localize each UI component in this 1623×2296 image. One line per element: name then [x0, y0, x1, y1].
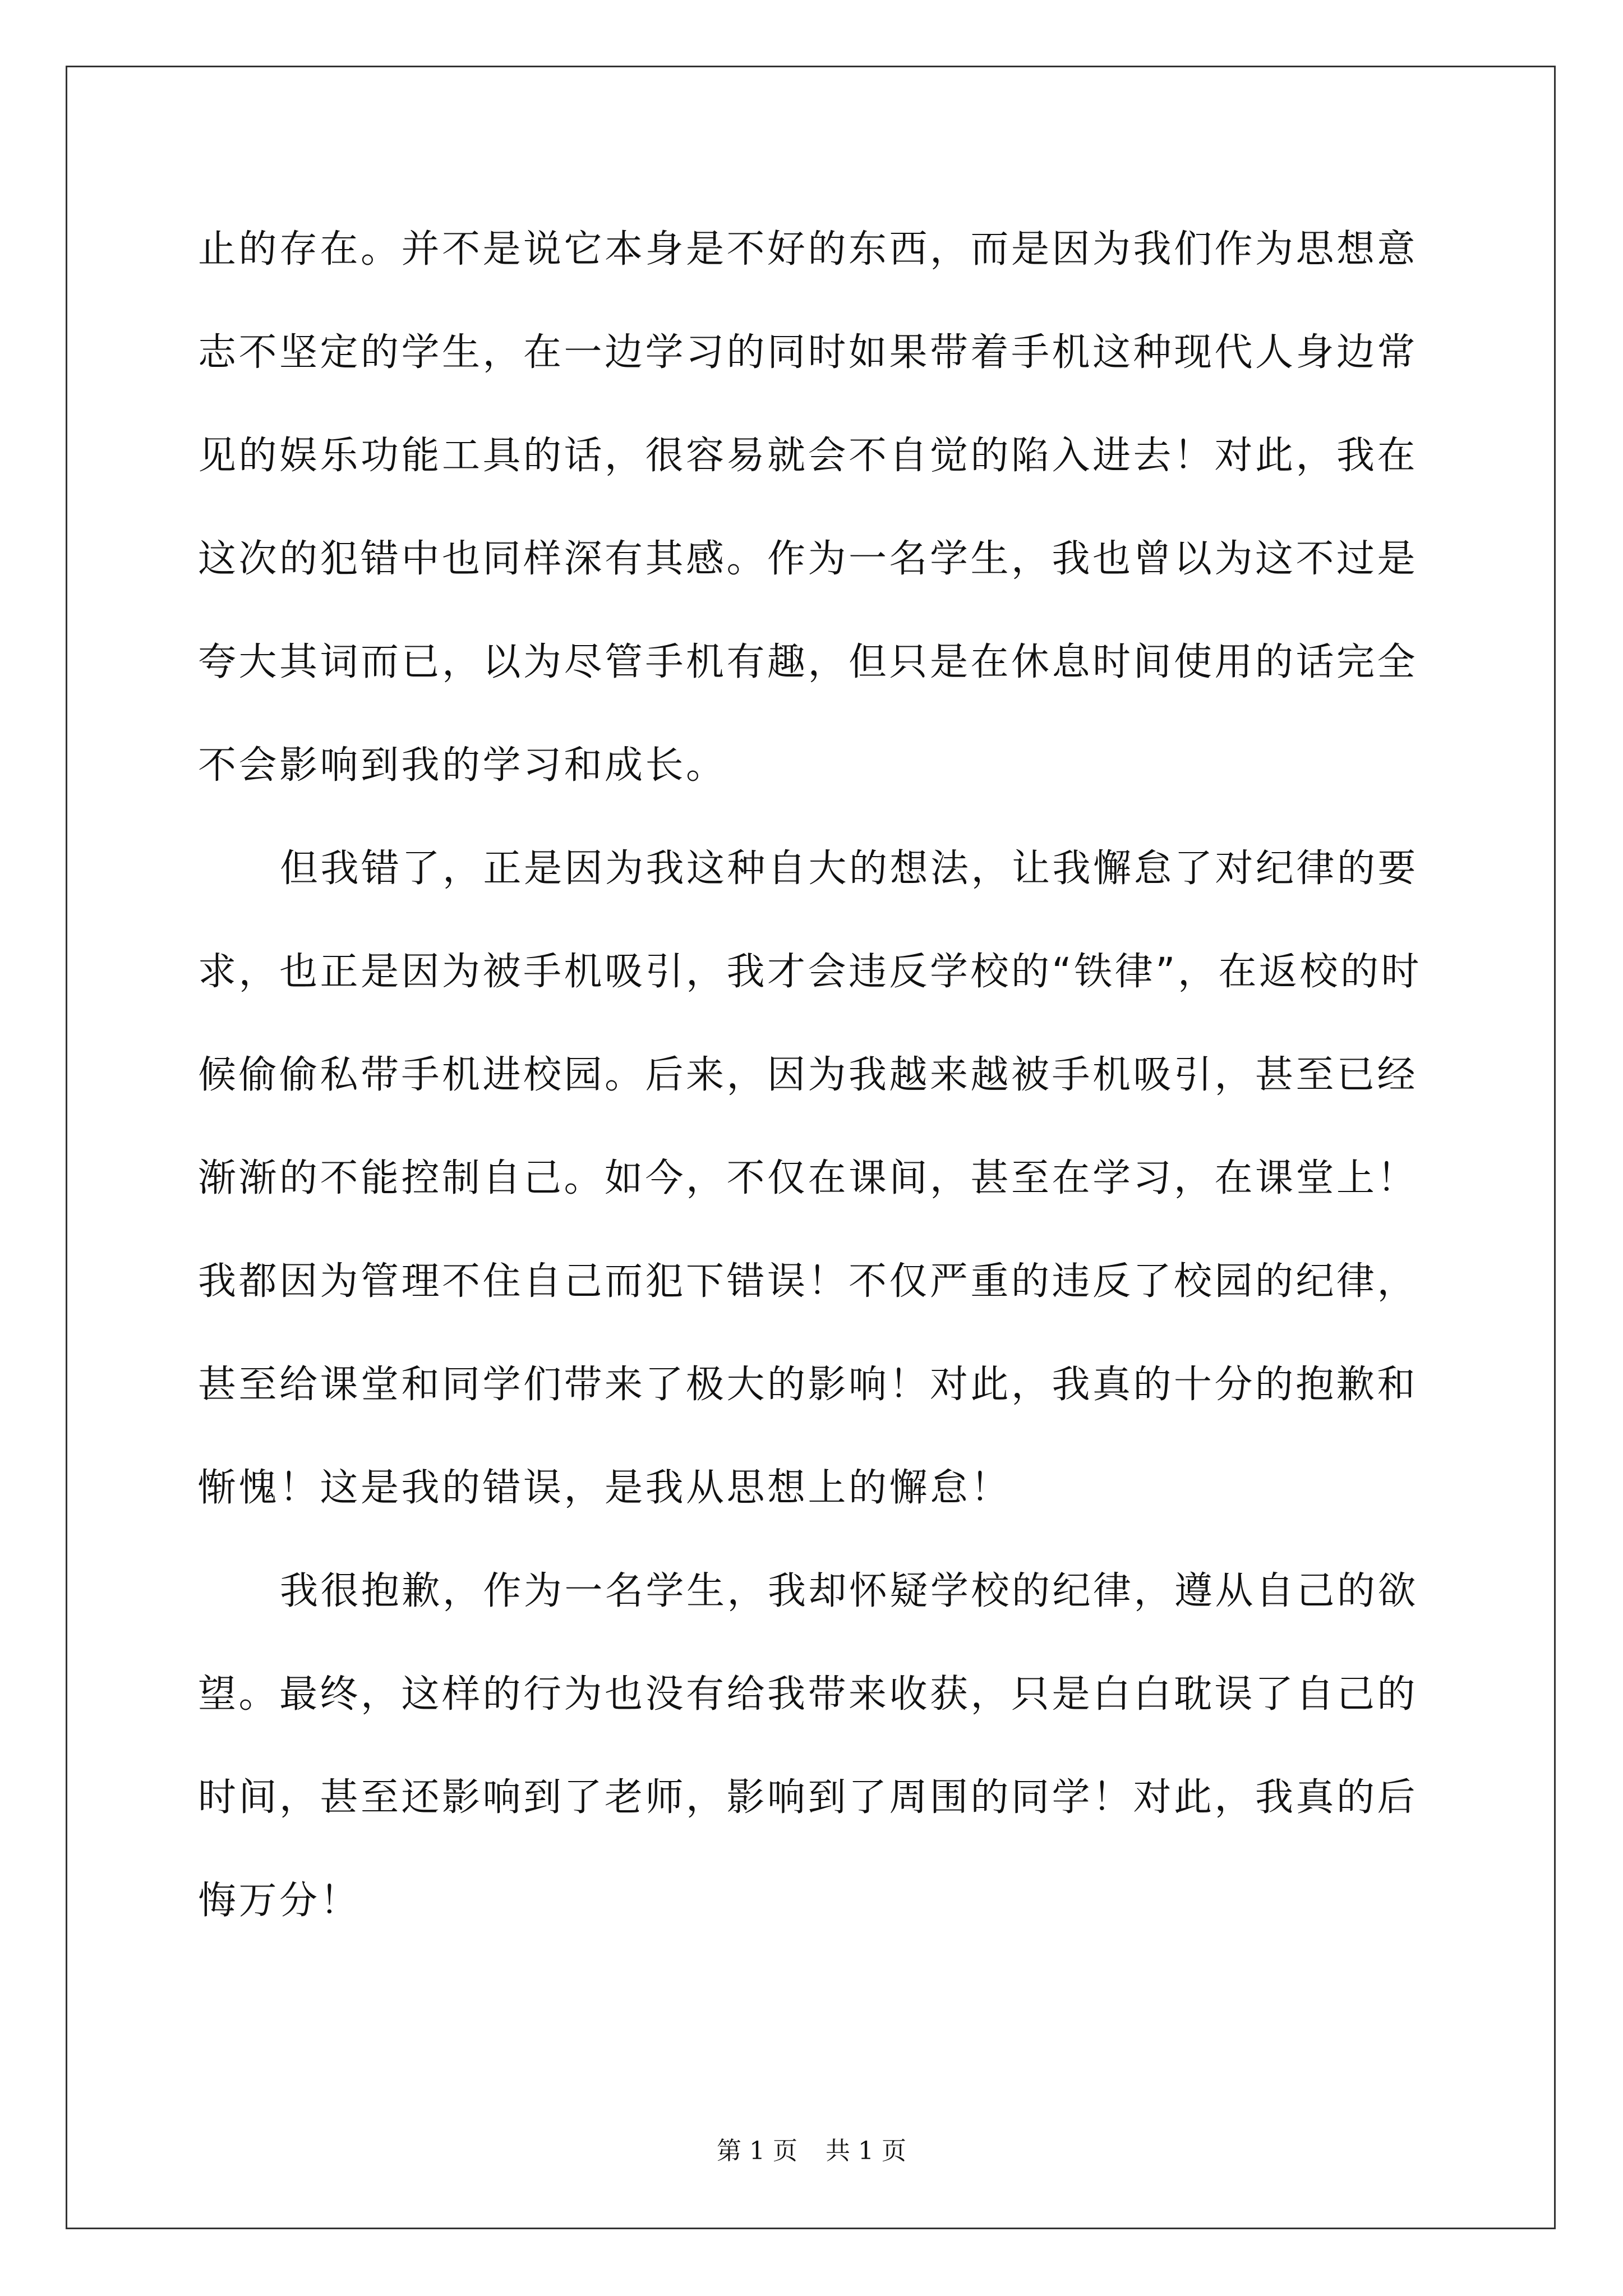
page-footer: [0, 2134, 1623, 2168]
paragraph-2-line-4: 渐渐的不能控制自己。如今，不仅在课间，甚至在学习，在课堂上！: [198, 1156, 1418, 1200]
paragraph-3-line-3: 时间，甚至还影响到了老师，影响到了周围的同学！对此，我真的后: [198, 1775, 1418, 1820]
paragraph-1-line-5: 夸大其词而已，以为尽管手机有趣，但只是在休息时间使用的话完全: [198, 640, 1418, 684]
paragraph-1-line-1: 止的存在。并不是说它本身是不好的东西，而是因为我们作为思想意: [198, 227, 1418, 272]
total-pages: 共 1 页: [826, 2137, 906, 2165]
page-number: 第 1 页: [717, 2137, 797, 2165]
paragraph-1-line-3: 见的娱乐功能工具的话，很容易就会不自觉的陷入进去！对此，我在: [198, 434, 1418, 478]
paragraph-2-line-3: 候偷偷私带手机进校园。后来，因为我越来越被手机吸引，甚至已经: [198, 1053, 1418, 1097]
paragraph-1-line-2: 志不坚定的学生，在一边学习的同时如果带着手机这种现代人身边常: [198, 330, 1418, 375]
paragraph-1-line-6: 不会影响到我的学习和成长。: [198, 743, 727, 788]
paragraph-2-line-6: 甚至给课堂和同学们带来了极大的影响！对此，我真的十分的抱歉和: [198, 1363, 1418, 1407]
paragraph-2-line-1: 但我错了，正是因为我这种自大的想法，让我懈怠了对纪律的要: [280, 846, 1419, 891]
paragraph-1-line-4: 这次的犯错中也同样深有其感。作为一名学生，我也曾以为这不过是: [198, 537, 1418, 581]
paragraph-3-line-4: 悔万分！: [198, 1879, 361, 1923]
paragraph-2-line-2: 求，也正是因为被手机吸引，我才会违反学校的“铁律”，在返校的时: [198, 950, 1422, 994]
paragraph-3-line-1: 我很抱歉，作为一名学生，我却怀疑学校的纪律，遵从自己的欲: [280, 1569, 1419, 1613]
paragraph-2-line-7: 惭愧！这是我的错误，是我从思想上的懈怠！: [198, 1466, 1012, 1510]
paragraph-2-line-5: 我都因为管理不住自己而犯下错误！不仅严重的违反了校园的纪律，: [198, 1259, 1418, 1304]
paragraph-3-line-2: 望。最终，这样的行为也没有给我带来收获，只是白白耽误了自己的: [198, 1672, 1418, 1717]
